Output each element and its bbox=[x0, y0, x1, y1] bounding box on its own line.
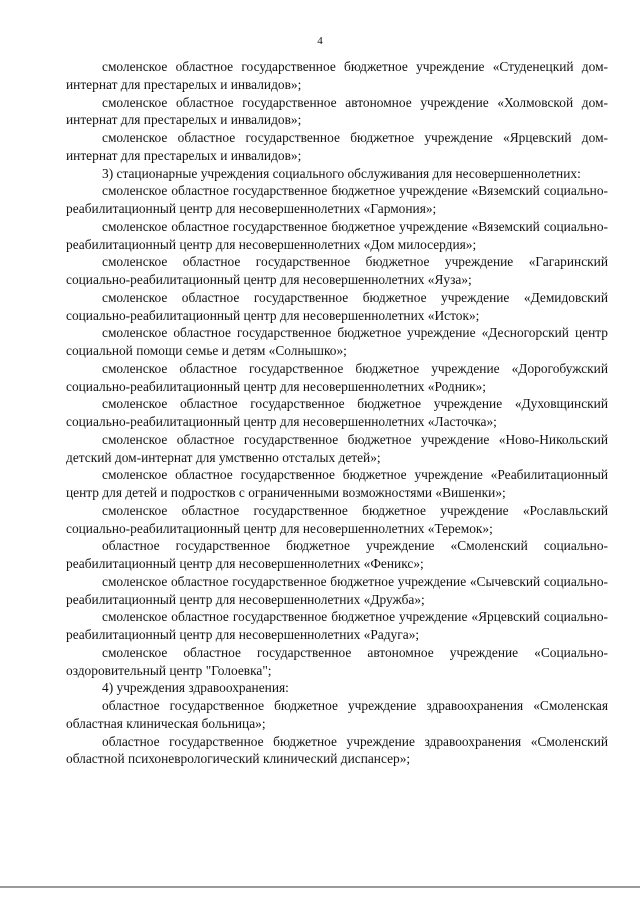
paragraph-item: смоленское областное государственное бюджетное учреждение «Рославльский социально-реабилитационный центр для несовершеннолетних «Теремок»; bbox=[66, 502, 608, 536]
paragraph-item: смоленское областное государственное бюджетное учреждение «Реабилитационный центр для детей и подростков с ограниченными возможностями «Вишенки»; bbox=[66, 467, 608, 500]
page-number: 4 bbox=[317, 35, 323, 47]
page-bottom-edge bbox=[0, 886, 640, 888]
paragraph-item: смоленское областное государственное бюджетное учреждение «Дорогобужский социально-реабилитационный центр для несовершеннолетних «Родник»; bbox=[66, 360, 608, 394]
document-body bbox=[66, 58, 608, 768]
paragraph-item: смоленское областное государственное бюджетное учреждение «Вяземский социально-реабилитационный центр для несовершеннолетних «Гармония»; bbox=[66, 183, 608, 216]
paragraph-item: смоленское областное государственное бюджетное учреждение «Ярцевский социально-реабилитационный центр для несовершеннолетних «Радуга»; bbox=[66, 609, 608, 642]
paragraph-item: смоленское областное государственное бюджетное учреждение «Ново-Никольский детский дом-интернат для умственно отсталых детей»; bbox=[66, 431, 608, 465]
paragraph-item: смоленское областное государственное бюджетное учреждение «Демидовский социально-реабилитационный центр для несовершеннолетних «Исток»; bbox=[66, 289, 608, 323]
section-heading: 4) учреждения здравоохранения: bbox=[102, 680, 289, 696]
paragraph-item: смоленское областное государственное бюджетное учреждение «Сычевский социально-реабилитационный центр для несовершеннолетних «Дружба»; bbox=[66, 573, 608, 607]
paragraph-item: смоленское областное государственное бюджетное учреждение «Гагаринский социально-реабилитационный центр для несовершеннолетних «Яуза»; bbox=[66, 254, 608, 287]
paragraph-item: смоленское областное государственное автономное учреждение «Социально-оздоровительный центр "Голоевка"; bbox=[66, 644, 608, 678]
paragraph-item: смоленское областное государственное бюджетное учреждение «Вяземский социально-реабилитационный центр для несовершеннолетних «Дом милосердия»; bbox=[66, 218, 608, 252]
paragraph-item: областное государственное бюджетное учреждение здравоохранения «Смоленский областной психоневрологический клинический диспансер»; bbox=[66, 733, 608, 767]
paragraph-item: областное государственное бюджетное учреждение здравоохранения «Смоленская областная клиническая больница»; bbox=[66, 698, 608, 731]
paragraph-item: смоленское областное государственное бюджетное учреждение «Духовщинский социально-реабилитационный центр для несовершеннолетних «Ласточка»; bbox=[66, 396, 608, 429]
paragraph-item: смоленское областное государственное бюджетное учреждение «Ярцевский дом-интернат для престарелых и инвалидов»; bbox=[66, 130, 608, 163]
paragraph-item: смоленское областное государственное бюджетное учреждение «Студенецкий дом-интернат для престарелых и инвалидов»; bbox=[66, 59, 608, 92]
paragraph-item: областное государственное бюджетное учреждение «Смоленский социально-реабилитационный центр для несовершеннолетних «Феникс»; bbox=[66, 538, 608, 571]
paragraph-item: смоленское областное государственное автономное учреждение «Холмовской дом-интернат для престарелых и инвалидов»; bbox=[66, 94, 608, 128]
section-heading: 3) стационарные учреждения социального обслуживания для несовершеннолетних: bbox=[102, 165, 581, 181]
paragraph-item: смоленское областное государственное бюджетное учреждение «Десногорский центр социальной помощи семье и детям «Солнышко»; bbox=[66, 325, 608, 358]
